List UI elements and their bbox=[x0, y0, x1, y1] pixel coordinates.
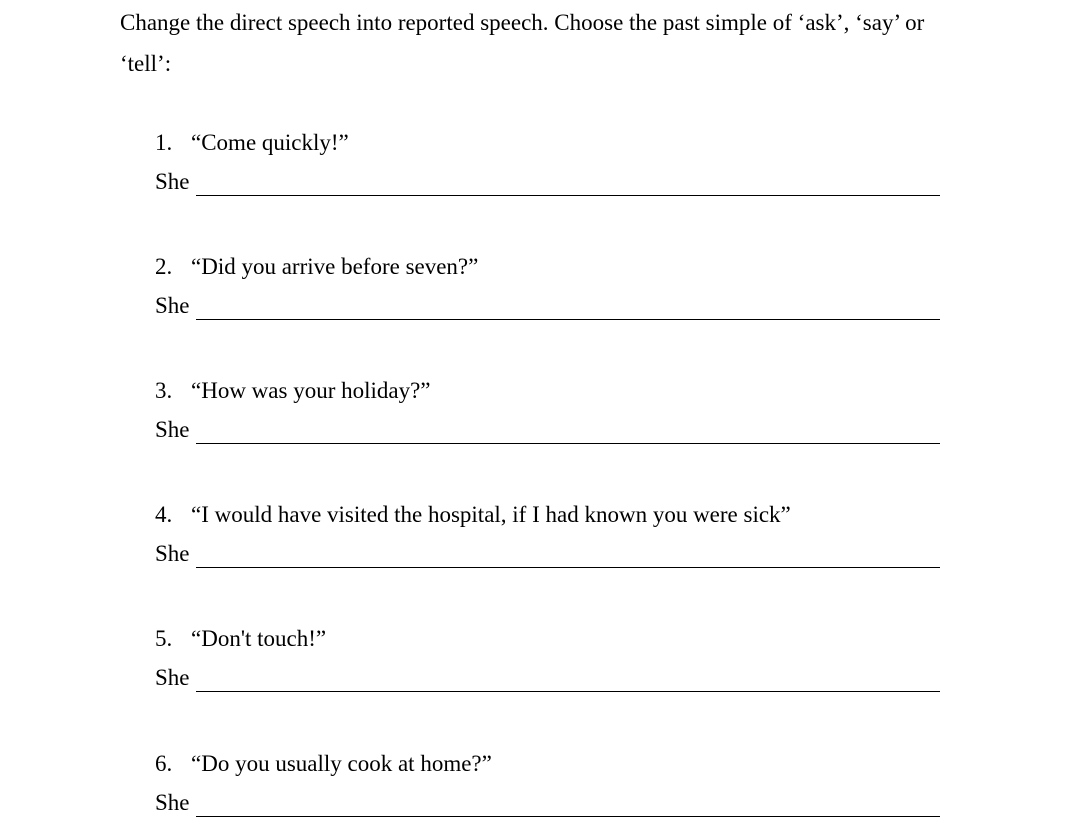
answer-blank-line[interactable] bbox=[196, 318, 940, 320]
answer-row bbox=[155, 292, 955, 324]
answer-row bbox=[155, 664, 955, 696]
answer-prefix: She bbox=[155, 665, 190, 690]
answer-blank-line[interactable] bbox=[196, 566, 940, 568]
question-text: “Do you usually cook at home?” bbox=[191, 751, 492, 776]
question-number: 2. bbox=[155, 254, 173, 279]
answer-prefix: She bbox=[155, 169, 190, 194]
question-number: 5. bbox=[155, 626, 173, 651]
question-item bbox=[155, 623, 955, 696]
question-item bbox=[155, 375, 955, 448]
answer-prefix: She bbox=[155, 417, 190, 442]
question-text: “How was your holiday?” bbox=[191, 378, 431, 403]
question-text: “Come quickly!” bbox=[191, 130, 349, 155]
answer-row bbox=[155, 416, 955, 448]
question-prompt bbox=[155, 623, 955, 655]
answer-row bbox=[155, 789, 955, 821]
question-item bbox=[155, 251, 955, 324]
question-prompt bbox=[155, 748, 955, 780]
question-item bbox=[155, 499, 955, 572]
question-text: “Don't touch!” bbox=[191, 626, 327, 651]
question-prompt bbox=[155, 375, 955, 407]
answer-prefix: She bbox=[155, 541, 190, 566]
answer-blank-line[interactable] bbox=[196, 194, 940, 196]
question-prompt bbox=[155, 127, 955, 159]
question-item bbox=[155, 127, 955, 200]
answer-prefix: She bbox=[155, 293, 190, 318]
question-text: “I would have visited the hospital, if I had known you were sick” bbox=[191, 502, 791, 527]
question-item bbox=[155, 748, 955, 821]
answer-blank-line[interactable] bbox=[196, 815, 940, 817]
question-prompt bbox=[155, 499, 955, 531]
answer-prefix: She bbox=[155, 790, 190, 815]
answer-blank-line[interactable] bbox=[196, 690, 940, 692]
question-number: 3. bbox=[155, 378, 173, 403]
question-number: 6. bbox=[155, 751, 173, 776]
instructions-text: Change the direct speech into reported speech. Choose the past simple of ‘ask’, ‘say’ or ‘tell’: bbox=[120, 10, 925, 76]
question-number: 4. bbox=[155, 502, 173, 527]
question-text: “Did you arrive before seven?” bbox=[191, 254, 479, 279]
answer-row bbox=[155, 540, 955, 572]
question-prompt bbox=[155, 251, 955, 283]
answer-blank-line[interactable] bbox=[196, 442, 940, 444]
question-number: 1. bbox=[155, 130, 173, 155]
answer-row bbox=[155, 168, 955, 200]
